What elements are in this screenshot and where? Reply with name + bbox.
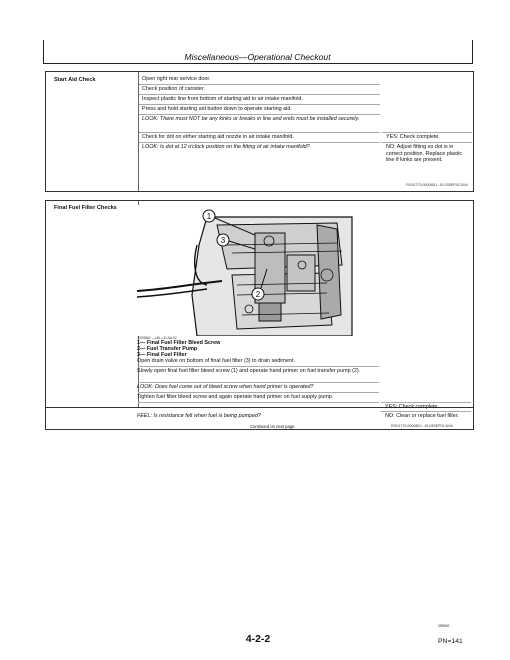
row-rule [139, 104, 380, 105]
footer-pn: PN=141 [438, 638, 463, 645]
step: Check position of canister. [142, 86, 205, 92]
continued-note: Continued on next page [250, 424, 295, 429]
step: Open drain valve on bottom of final fuel filter (3) to drain sediment. [137, 358, 295, 364]
page-title: Miscellaneous—Operational Checkout [184, 52, 331, 62]
row-rule [139, 114, 380, 115]
row-rule [382, 142, 472, 143]
row-rule [138, 366, 379, 367]
footer-code: 090910 [438, 624, 450, 628]
reference-code: RG01770,00008D1 -19-03SEP02-6/44 [391, 424, 453, 428]
row-rule [381, 411, 471, 412]
no-answer: NO: Adjust fitting so dot is in correct position. Replace plastic line if kinks are present. [386, 144, 463, 164]
step: Press and hold starting aid button down to operate starting aid. [142, 106, 292, 112]
legend-item: 2— Fuel Transfer Pump [137, 346, 198, 352]
header-rule [43, 63, 472, 64]
yes-answer: YES: Check complete. [386, 134, 440, 140]
step: Inspect plastic line from bottom of starting aid to air intake manifold. [142, 96, 303, 102]
row-rule [382, 132, 472, 133]
look-step: LOOK: Does fuel come out of bleed screw when hand primer is operated? [137, 384, 314, 390]
callout-2: 2 [255, 290, 261, 299]
fuel-filter-illustration [137, 205, 354, 336]
section-heading: Final Fuel Filter Checks [54, 205, 117, 211]
row-rule [139, 132, 380, 133]
legend-item: 1— Final Fuel Filter Bleed Screw [137, 340, 221, 346]
row-rule [138, 402, 379, 403]
step: Check for dot on either starting aid nozzle in air intake manifold. [142, 134, 294, 140]
step: Slowly open final fuel filter bleed screw (1) and operate hand primer on fuel transfer pump (2). [137, 368, 361, 374]
callout-1: 1 [206, 212, 212, 221]
row-rule [139, 94, 380, 95]
feel-step: FEEL: Is resistance felt when fuel is being pumped? [137, 413, 262, 419]
start-aid-section [45, 71, 474, 192]
reference-code: RG01770,00008D1 -19-03SEP02-5/44 [406, 183, 468, 187]
page-number: 4-2-2 [245, 633, 271, 645]
section-heading: Start Aid Check [54, 77, 96, 83]
legend-item: 3— Final Fuel Filter [137, 352, 187, 358]
step: Tighten fuel filter bleed screw and again operate hand primer on fuel supply pump. [137, 394, 334, 400]
look-step: LOOK: Is dot at 12 o'clock position on the fitting of air intake manifold? [142, 144, 310, 150]
yes-answer: YES: Check complete. [385, 404, 439, 410]
no-answer: NO: Clean or replace fuel filter. [385, 413, 459, 419]
row-rule [138, 392, 379, 393]
row-rule [139, 142, 380, 143]
look-step: LOOK: There must NOT be any kinks or breaks in line and ends must be installed securely. [142, 116, 360, 122]
callout-3: 3 [220, 236, 226, 245]
row-rule [138, 382, 379, 383]
step: Open right rear service door. [142, 76, 211, 82]
row-rule [381, 402, 471, 403]
row-rule [139, 84, 380, 85]
figure-caption: TX09862 —UN—11JUL02 [137, 336, 177, 340]
header-right-rule [472, 40, 473, 64]
